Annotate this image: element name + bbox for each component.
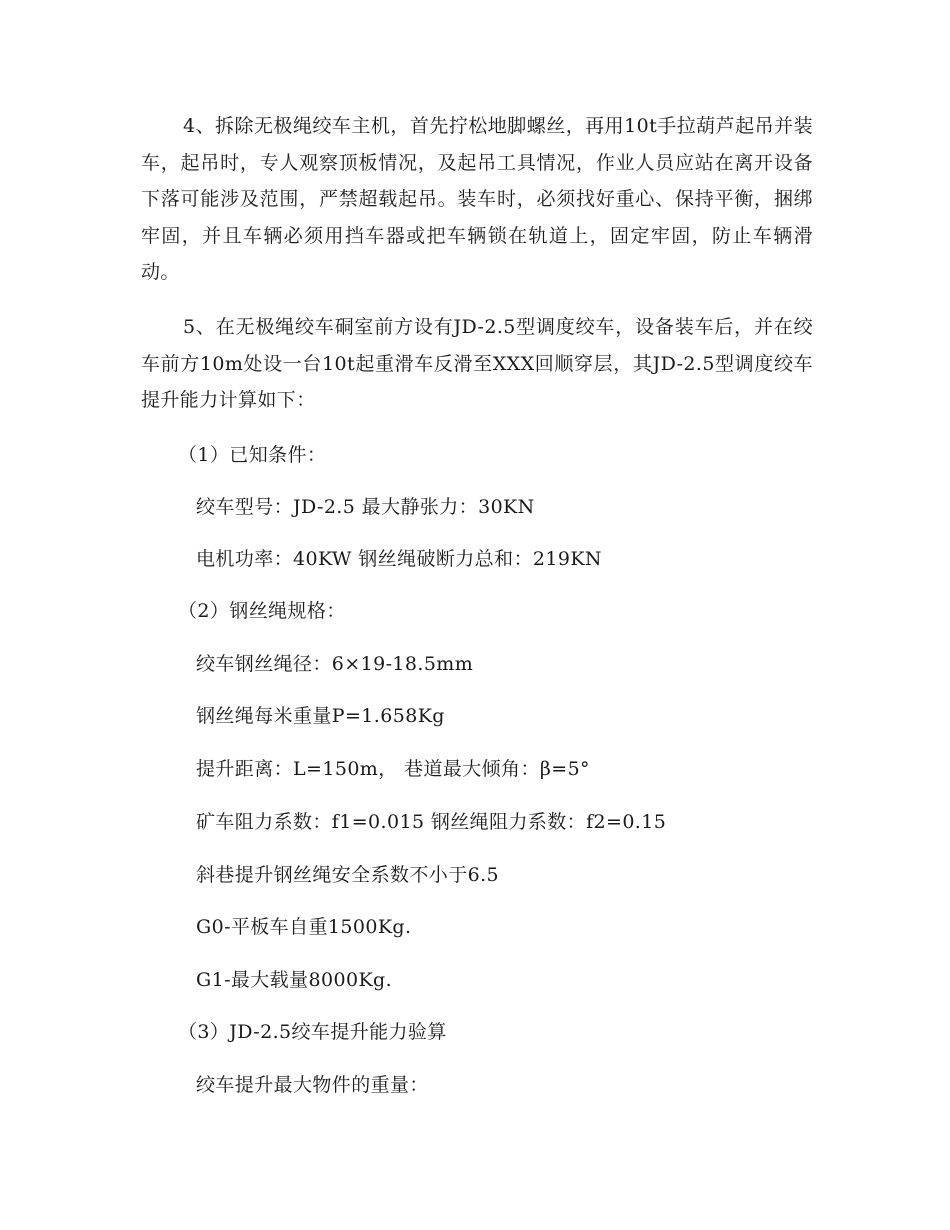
line-safety-factor: 斜巷提升钢丝绳安全系数不小于6.5	[196, 864, 500, 886]
line-max-object-weight: 绞车提升最大物件的重量：	[196, 1074, 429, 1096]
line-rope-diameter: 绞车钢丝绳径：6×19-18.5mm	[196, 653, 474, 675]
line-resistance-coefficients: 矿车阻力系数：f1=0.015 钢丝绳阻力系数：f2=0.15	[196, 811, 667, 833]
paragraph-step-5: 5、在无极绳绞车硐室前方设有JD-2.5型调度绞车，设备装车后，并在绞车前方10m处设一台10t起重滑车反滑至XXX回顺穿层，其JD-2.5型调度绞车提升能力计算如下：	[141, 316, 813, 411]
paragraph-step-4: 4、拆除无极绳绞车主机，首先拧松地脚螺丝，再用10t手拉葫芦起吊并装车，起吊时，专人观察顶板情况，及起吊工具情况，作业人员应站在离开设备下落可能涉及范围，严禁超载起吊。装车时，必须找好重心、保持平衡，捆绑牢固，并且车辆必须用挡车器或把车辆锁在轨道上，固定牢固，防止车辆滑动。	[141, 115, 813, 283]
line-motor-power: 电机功率：40KW 钢丝绳破断力总和：219KN	[196, 548, 602, 570]
line-max-load: G1-最大载量8000Kg.	[196, 969, 393, 991]
line-rope-weight: 钢丝绳每米重量P=1.658Kg	[196, 705, 445, 727]
line-winch-model: 绞车型号：JD-2.5 最大静张力：30KN	[196, 496, 535, 518]
line-lift-distance: 提升距离：L=150m， 巷道最大倾角：β=5°	[196, 758, 590, 780]
heading-rope-spec: （2）钢丝绳规格：	[178, 600, 346, 622]
heading-known-conditions: （1）已知条件：	[178, 444, 327, 466]
heading-capacity-check: （3）JD-2.5绞车提升能力验算	[178, 1021, 447, 1043]
line-flatcar-weight: G0-平板车自重1500Kg.	[196, 916, 412, 938]
